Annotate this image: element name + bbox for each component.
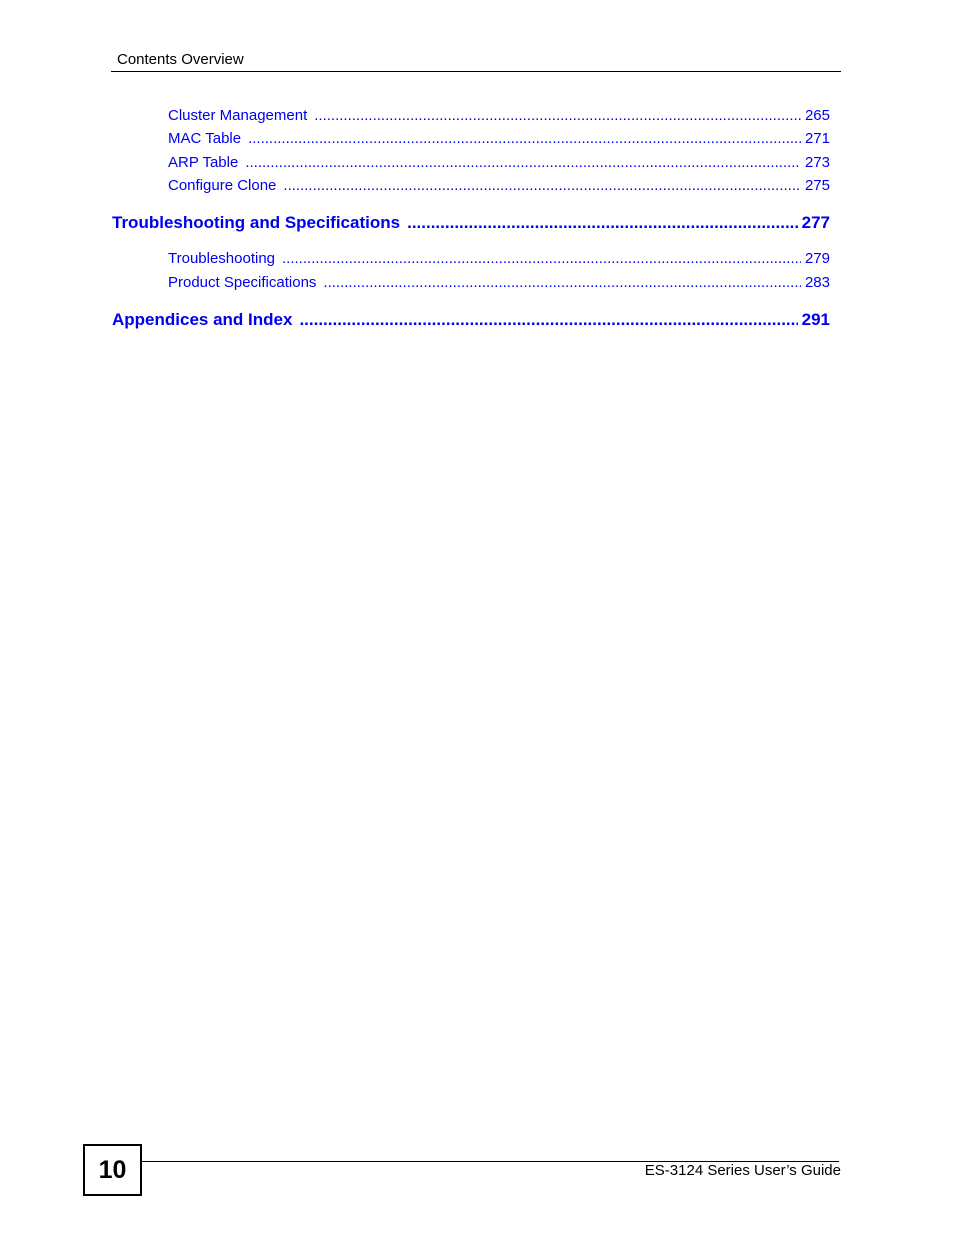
toc-dot-leader [299,309,797,331]
toc-dot-leader [407,212,798,234]
toc-entry-page: 277 [801,213,830,232]
header-divider [111,71,841,72]
toc-entry-cluster-management[interactable] [168,106,830,126]
toc-entry-page: 283 [804,274,830,291]
toc-entry-arp-table[interactable] [168,153,830,173]
toc-entry-product-specifications[interactable] [168,273,830,293]
toc-dot-leader [248,129,801,149]
toc-entry-page: 271 [804,130,830,147]
toc-dot-leader [314,106,801,126]
toc-entry-page: 279 [804,250,830,267]
toc-entry-label: MAC Table [168,130,242,147]
toc-entry-mac-table[interactable] [168,129,830,149]
toc-entry-page: 273 [804,154,830,171]
toc-entry-troubleshooting[interactable] [168,249,830,269]
toc-entry-troubleshooting-and-specifications[interactable] [112,212,830,234]
toc-entry-label: Configure Clone [168,177,277,194]
page-number: 10 [98,1155,127,1184]
toc-dot-leader [283,176,801,196]
toc-entry-label: ARP Table [168,154,239,171]
toc-entry-label: Troubleshooting and Specifications [112,213,401,232]
toc-entry-appendices-and-index[interactable] [112,309,830,331]
toc-entry-label: Troubleshooting [168,250,276,267]
toc-entry-label: Cluster Management [168,107,308,124]
footer-guide-title: ES-3124 Series User’s Guide [644,1162,841,1179]
page-number-box [83,1144,142,1196]
toc-entry-label: Appendices and Index [112,310,293,329]
toc-dot-leader [245,153,801,173]
toc-entry-page: 291 [801,310,830,329]
toc-entry-configure-clone[interactable] [168,176,830,196]
toc-entry-page: 265 [804,107,830,124]
toc-entry-label: Product Specifications [168,274,317,291]
toc-entry-page: 275 [804,177,830,194]
toc-dot-leader [323,273,801,293]
toc-dot-leader [282,249,801,269]
header-title: Contents Overview [117,51,244,68]
